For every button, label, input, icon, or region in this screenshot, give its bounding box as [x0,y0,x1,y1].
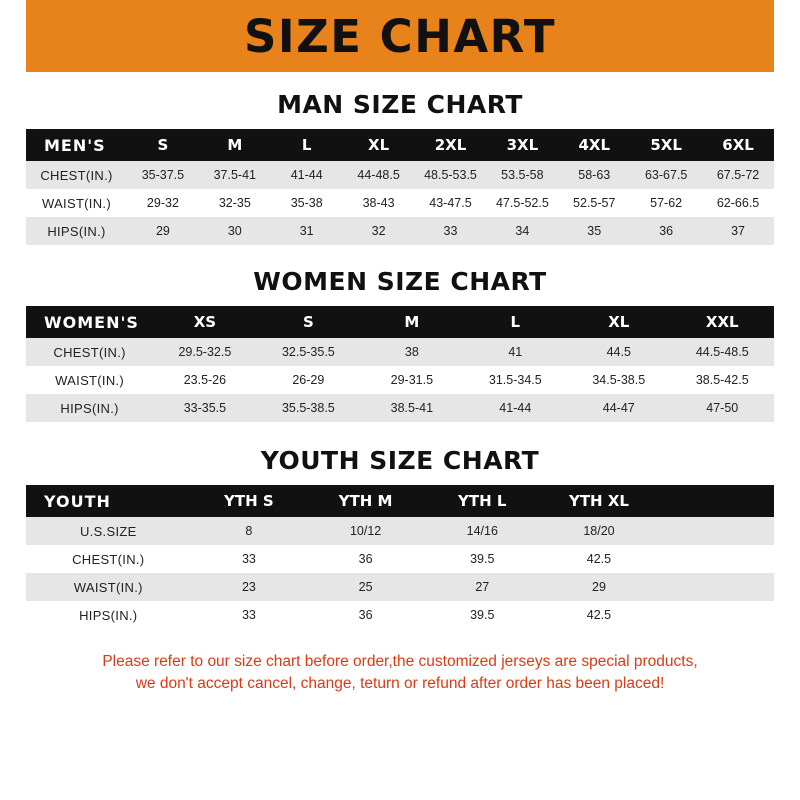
table-cell: 41-44 [271,161,343,189]
women-header-xxl: XXL [671,306,775,338]
table-cell: 57-62 [630,189,702,217]
table-row [26,517,774,545]
table-cell: 32.5-35.5 [257,338,360,366]
table-cell: 35-37.5 [127,161,199,189]
table-cell: 41 [464,338,567,366]
table-row [26,217,774,245]
header-band [0,0,800,72]
table-cell: 36 [630,217,702,245]
table-cell [657,601,774,629]
table-cell: 35-38 [271,189,343,217]
youth-header-l: YTH L [424,485,541,517]
table-cell: 38.5-42.5 [671,366,775,394]
table-cell: 34.5-38.5 [567,366,670,394]
men-header-3xl: 3XL [486,129,558,161]
women-section-title: WOMEN SIZE CHART [253,267,547,296]
table-cell: 29.5-32.5 [153,338,256,366]
table-cell: 34 [486,217,558,245]
content-area [0,90,800,696]
men-row-hips-label: HIPS(IN.) [26,217,127,245]
table-cell: 25 [307,573,424,601]
men-size-table [26,129,774,245]
youth-section-title: YOUTH SIZE CHART [260,446,540,475]
men-header-label: MEN'S [26,129,127,161]
table-cell: 53.5-58 [486,161,558,189]
men-row-chest-label: CHEST(IN.) [26,161,127,189]
women-header-s: S [257,306,360,338]
women-row-waist-label: WAIST(IN.) [26,366,153,394]
footer-note-line-1: Please refer to our size chart before order,the customized jerseys are special products, [102,653,698,670]
table-header-row [26,306,774,338]
youth-header-xl: YTH XL [541,485,658,517]
table-cell: 37.5-41 [199,161,271,189]
men-section-title: MAN SIZE CHART [277,90,523,119]
table-cell: 44-48.5 [343,161,415,189]
table-cell: 29-31.5 [360,366,463,394]
table-row [26,601,774,629]
table-cell: 31 [271,217,343,245]
table-cell: 10/12 [307,517,424,545]
women-header-xs: XS [153,306,256,338]
table-row [26,161,774,189]
youth-header-m: YTH M [307,485,424,517]
table-cell: 39.5 [424,601,541,629]
table-row [26,394,774,422]
men-header-4xl: 4XL [558,129,630,161]
table-cell: 30 [199,217,271,245]
women-header-label: WOMEN'S [26,306,153,338]
table-cell: 42.5 [541,545,658,573]
table-cell: 23.5-26 [153,366,256,394]
women-header-l: L [464,306,567,338]
table-cell: 38.5-41 [360,394,463,422]
table-cell: 67.5-72 [702,161,774,189]
table-cell: 23 [191,573,308,601]
table-cell: 26-29 [257,366,360,394]
table-cell: 18/20 [541,517,658,545]
youth-header-label: YOUTH [26,485,191,517]
table-cell: 36 [307,601,424,629]
youth-row-chest-label: CHEST(IN.) [26,545,191,573]
table-row [26,338,774,366]
men-header-6xl: 6XL [702,129,774,161]
footer-note [26,651,774,696]
table-cell: 48.5-53.5 [415,161,487,189]
table-header-row [26,129,774,161]
youth-row-ussize-label: U.S.SIZE [26,517,191,545]
table-cell: 35 [558,217,630,245]
table-cell: 44.5 [567,338,670,366]
table-cell [657,573,774,601]
table-cell: 36 [307,545,424,573]
table-row [26,545,774,573]
footer-note-line-2: we don't accept cancel, change, teturn or refund after order has been placed! [135,675,665,693]
youth-size-table [26,485,774,629]
table-cell: 31.5-34.5 [464,366,567,394]
table-cell [657,545,774,573]
table-cell: 43-47.5 [415,189,487,217]
men-header-5xl: 5XL [630,129,702,161]
table-cell: 14/16 [424,517,541,545]
men-header-l: L [271,129,343,161]
table-cell: 42.5 [541,601,658,629]
table-cell: 29-32 [127,189,199,217]
table-cell: 38 [360,338,463,366]
table-cell: 35.5-38.5 [257,394,360,422]
table-cell: 33 [415,217,487,245]
table-cell: 32-35 [199,189,271,217]
men-header-2xl: 2XL [415,129,487,161]
table-cell: 39.5 [424,545,541,573]
table-cell: 29 [541,573,658,601]
table-row [26,189,774,217]
table-row [26,573,774,601]
table-cell: 27 [424,573,541,601]
table-cell: 62-66.5 [702,189,774,217]
table-cell: 52.5-57 [558,189,630,217]
youth-row-waist-label: WAIST(IN.) [26,573,191,601]
table-cell [657,517,774,545]
table-cell: 58-63 [558,161,630,189]
table-cell: 29 [127,217,199,245]
table-cell: 47-50 [671,394,775,422]
men-header-m: M [199,129,271,161]
youth-row-hips-label: HIPS(IN.) [26,601,191,629]
table-cell: 33-35.5 [153,394,256,422]
women-row-hips-label: HIPS(IN.) [26,394,153,422]
youth-header-spacer [657,485,774,517]
table-cell: 37 [702,217,774,245]
table-cell: 44-47 [567,394,670,422]
women-header-m: M [360,306,463,338]
table-cell: 8 [191,517,308,545]
women-size-table [26,306,774,422]
table-cell: 33 [191,545,308,573]
men-header-xl: XL [343,129,415,161]
youth-header-s: YTH S [191,485,308,517]
table-cell: 44.5-48.5 [671,338,775,366]
page-title: SIZE CHART [243,9,557,63]
table-cell: 32 [343,217,415,245]
table-cell: 63-67.5 [630,161,702,189]
table-cell: 33 [191,601,308,629]
table-row [26,366,774,394]
women-header-xl: XL [567,306,670,338]
table-cell: 38-43 [343,189,415,217]
table-cell: 41-44 [464,394,567,422]
women-row-chest-label: CHEST(IN.) [26,338,153,366]
table-header-row [26,485,774,517]
men-header-s: S [127,129,199,161]
men-row-waist-label: WAIST(IN.) [26,189,127,217]
table-cell: 47.5-52.5 [486,189,558,217]
